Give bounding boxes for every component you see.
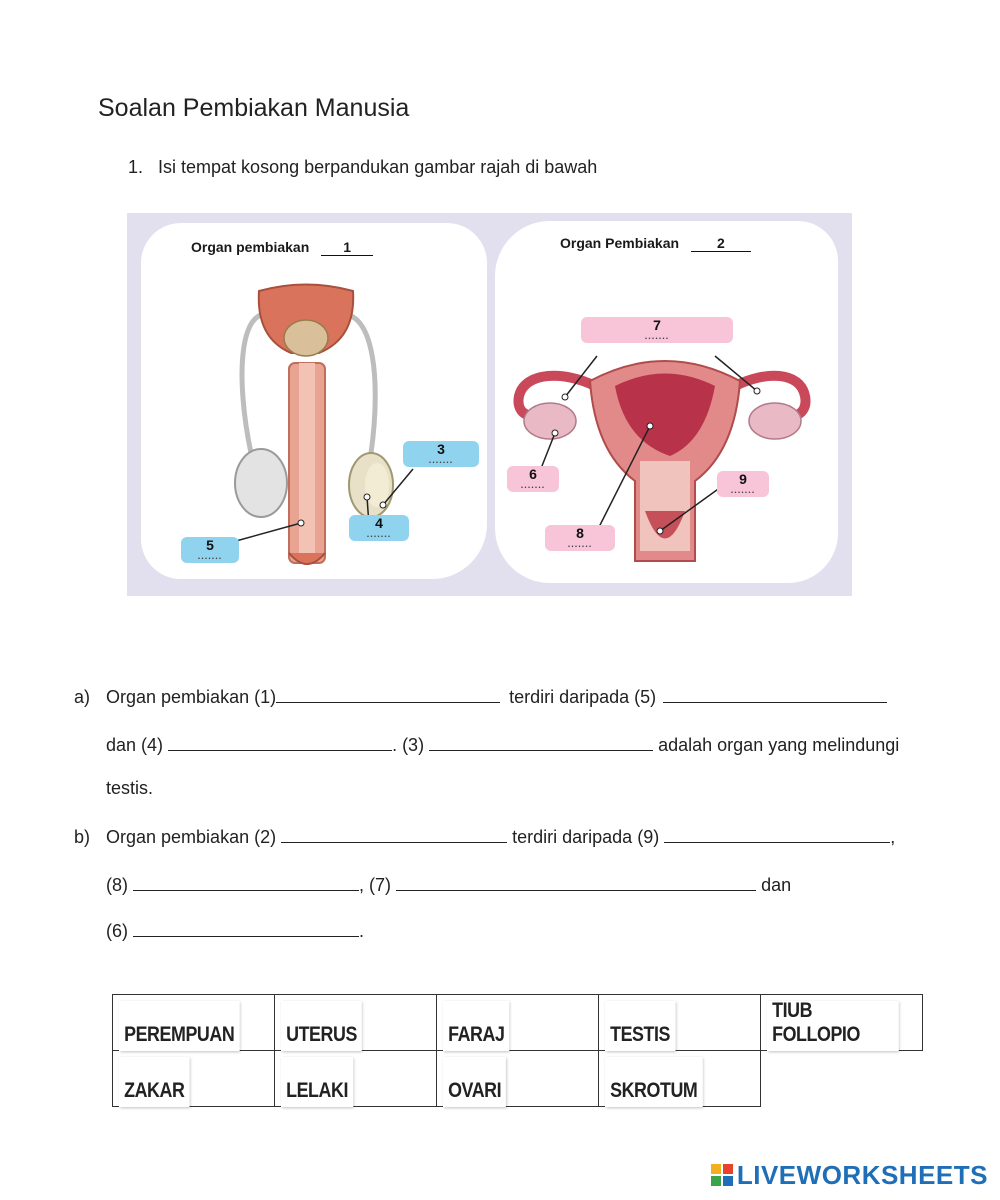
instruction xyxy=(128,157,597,178)
word-tile[interactable]: TIUB FOLLOPIO xyxy=(767,1001,899,1051)
label-5: 5 ....... xyxy=(181,537,239,563)
word-cell xyxy=(275,1051,437,1107)
blank-b-6[interactable] xyxy=(133,918,359,937)
word-tile[interactable]: LELAKI xyxy=(281,1057,353,1107)
question-b-line-1: b) Organ pembiakan (2) terdiri daripada (9) , xyxy=(74,824,895,848)
question-b-line-3: (6) . xyxy=(106,918,364,942)
word-cell xyxy=(599,995,761,1051)
male-panel xyxy=(141,223,487,579)
label-4: 4 ....... xyxy=(349,515,409,541)
blank-b-9[interactable] xyxy=(664,824,890,843)
blank-a-3[interactable] xyxy=(429,732,653,751)
female-organ-title: Organ Pembiakan 2 xyxy=(560,235,751,252)
word-cell xyxy=(437,1051,599,1107)
blank-2: 2 xyxy=(691,235,751,252)
word-tile[interactable]: UTERUS xyxy=(281,1001,362,1051)
word-bank xyxy=(112,994,923,1107)
blank-a-1[interactable] xyxy=(276,684,500,703)
label-8: 8 ....... xyxy=(545,525,615,551)
label-6: 6 ....... xyxy=(507,466,559,492)
empty-cell xyxy=(761,1051,923,1107)
question-b-line-2: (8) , (7) dan xyxy=(106,872,791,896)
blank-b-7[interactable] xyxy=(396,872,756,891)
blank-b-2[interactable] xyxy=(281,824,507,843)
blank-1: 1 xyxy=(321,239,373,256)
word-tile[interactable]: FARAJ xyxy=(443,1001,510,1051)
liveworksheets-logo-icon xyxy=(711,1164,733,1186)
word-cell xyxy=(599,1051,761,1107)
female-panel xyxy=(495,221,838,583)
word-cell xyxy=(437,995,599,1051)
male-organ-illustration xyxy=(141,223,487,579)
word-tile[interactable]: ZAKAR xyxy=(119,1057,190,1107)
question-a-marker: a) xyxy=(74,687,91,707)
label-3: 3 ....... xyxy=(403,441,479,467)
reproductive-diagram xyxy=(127,213,852,596)
word-tile[interactable]: TESTIS xyxy=(605,1001,675,1051)
male-organ-title: Organ pembiakan 1 xyxy=(191,239,373,256)
word-tile[interactable]: OVARI xyxy=(443,1057,506,1107)
blank-a-5[interactable] xyxy=(663,684,887,703)
question-a-line-2: dan (4) . (3) adalah organ yang melindungi xyxy=(106,732,899,756)
label-7: 7 ....... xyxy=(581,317,733,343)
label-9: 9 ....... xyxy=(717,471,769,497)
word-cell xyxy=(761,995,923,1051)
blank-a-4[interactable] xyxy=(168,732,392,751)
instruction-number: 1. xyxy=(128,157,144,177)
question-b-marker: b) xyxy=(74,827,91,847)
brand-logo xyxy=(711,1160,988,1191)
word-tile[interactable]: SKROTUM xyxy=(605,1057,702,1107)
word-cell xyxy=(113,995,275,1051)
blank-b-8[interactable] xyxy=(133,872,359,891)
question-a-line-1: a) Organ pembiakan (1) terdiri daripada (5) xyxy=(74,684,887,708)
question-a-line-3: testis. xyxy=(106,778,154,798)
word-cell xyxy=(113,1051,275,1107)
brand-text: LIVEWORKSHEETS xyxy=(736,1160,988,1190)
word-tile[interactable]: PEREMPUAN xyxy=(119,1001,239,1051)
instruction-text: Isi tempat kosong berpandukan gambar rajah di bawah xyxy=(158,157,598,177)
page-title: Soalan Pembiakan Manusia xyxy=(98,94,410,122)
word-cell xyxy=(275,995,437,1051)
